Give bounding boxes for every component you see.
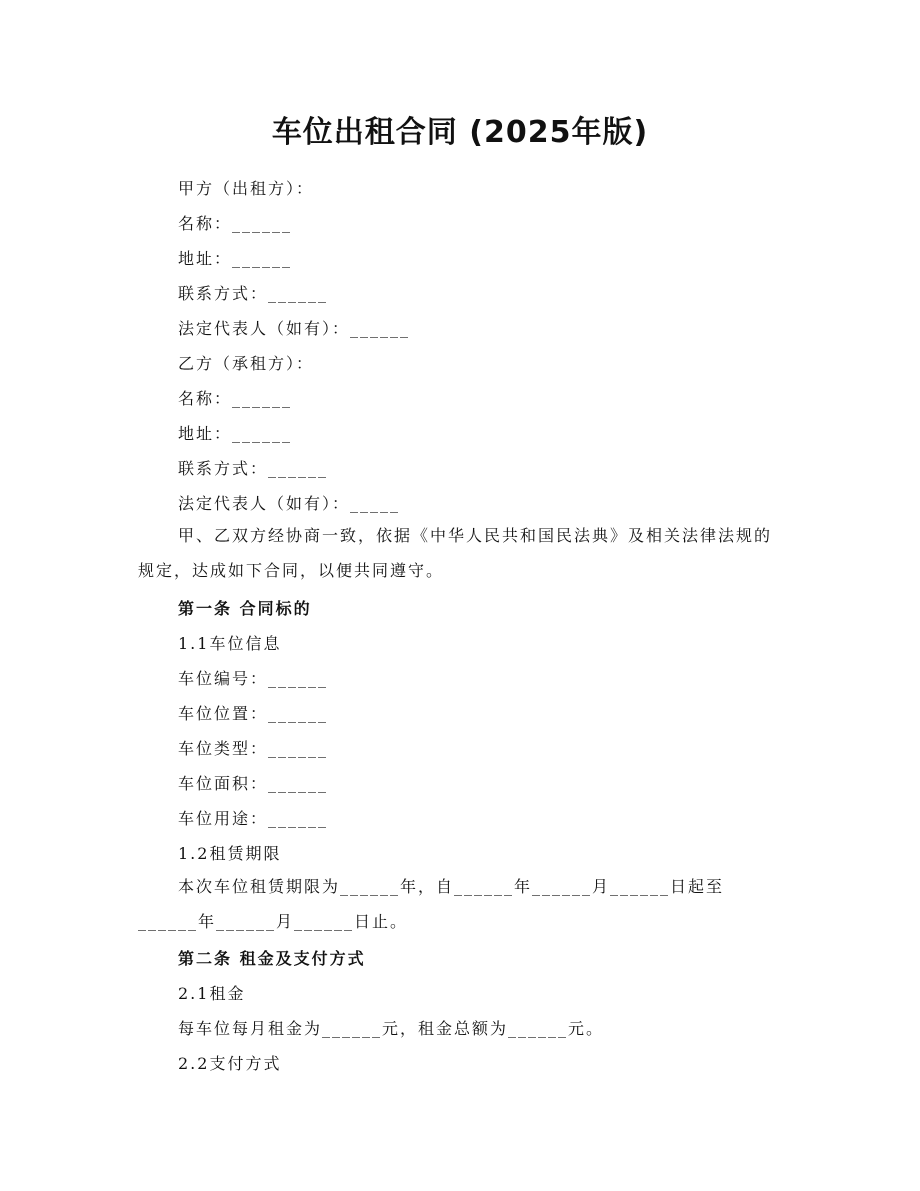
parking-area: 车位面积：______ (178, 774, 329, 793)
article-2-heading: 第二条 租金及支付方式 (178, 949, 366, 968)
article-1-heading: 第一条 合同标的 (178, 599, 312, 618)
parking-number: 车位编号：______ (178, 669, 329, 688)
party-a-address: 地址：______ (178, 249, 293, 268)
section-1-1-heading: 1.1车位信息 (178, 634, 282, 653)
parking-location: 车位位置：______ (178, 704, 329, 723)
party-b-name: 名称：______ (178, 389, 293, 408)
preamble-paragraph: 甲、乙双方经协商一致，依据《中华人民共和国民法典》及相关法律法规的规定，达成如下合同，以便共同遵守。 (138, 526, 773, 580)
parking-use: 车位用途：______ (178, 809, 329, 828)
lease-term-paragraph: 本次车位租赁期限为______年，自______年______月______日起至______年______月______日止。 (138, 877, 725, 931)
party-b-legal-rep: 法定代表人（如有）：_____ (178, 494, 401, 513)
party-a-legal-rep: 法定代表人（如有）：______ (178, 319, 411, 338)
rent-line: 每车位每月租金为______元，租金总额为______元。 (178, 1019, 605, 1038)
party-a-heading: 甲方（出租方）： (178, 179, 315, 198)
party-b-heading: 乙方（承租方）： (178, 354, 315, 373)
document-title: 车位出租合同 (2025年版) (271, 115, 649, 150)
party-b-contact: 联系方式：______ (178, 459, 329, 478)
parking-type: 车位类型：______ (178, 739, 329, 758)
party-b-address: 地址：______ (178, 424, 293, 443)
section-1-2-heading: 1.2租赁期限 (178, 844, 282, 863)
party-a-contact: 联系方式：______ (178, 284, 329, 303)
section-2-2-heading: 2.2支付方式 (178, 1054, 282, 1073)
section-2-1-heading: 2.1租金 (178, 984, 246, 1003)
party-a-name: 名称：______ (178, 214, 293, 233)
